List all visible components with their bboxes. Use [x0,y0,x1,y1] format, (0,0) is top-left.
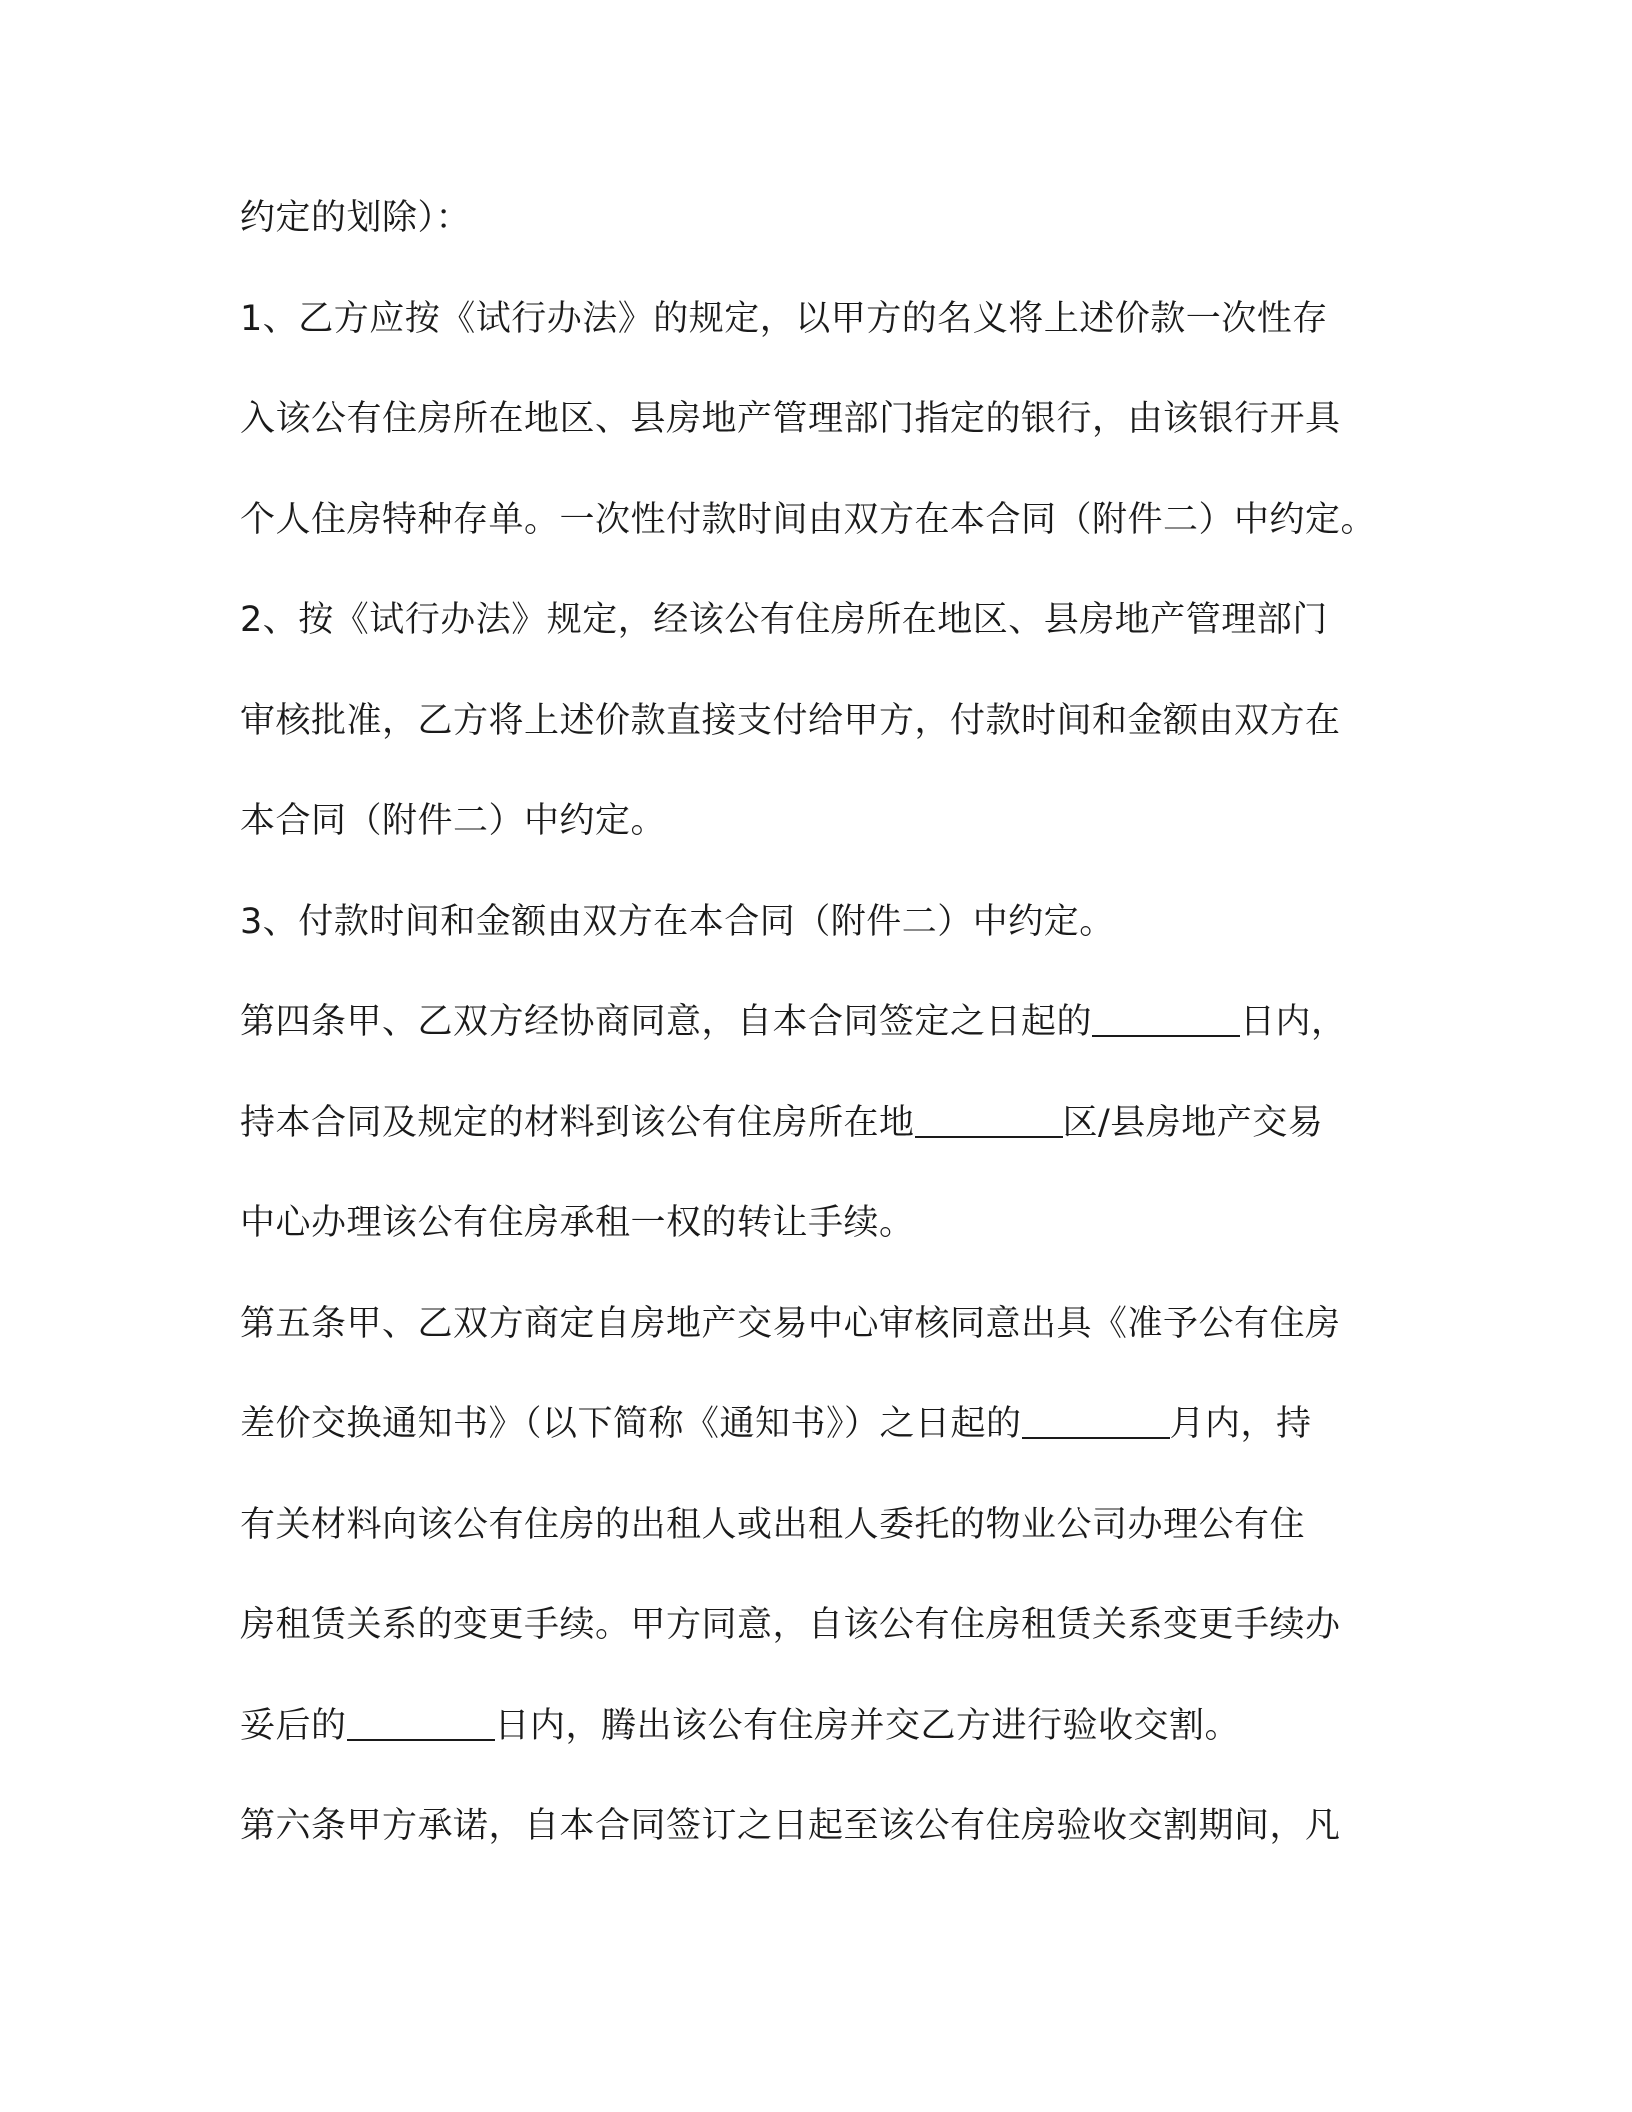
text-segment: 审核批准，乙方将上述价款直接支付给甲方，付款时间和金额由双方在 [240,700,1341,741]
text-line [240,688,1400,789]
text-segment: 中心办理该公有住房承租一权的转让手续。 [240,1203,915,1243]
text-segment: 第四条甲、乙双方经协商同意，自本合同签定之日起的 [240,1002,1093,1042]
text-line [240,1391,1400,1492]
text-segment: 差价交换通知书》（以下简称《通知书》）之日起的 [240,1404,1022,1444]
text-line [240,587,1400,688]
blank-fill-line [915,1096,1063,1138]
text-segment: 区/县房地产交易 [1062,1102,1324,1143]
text-line [240,1492,1400,1593]
text-segment: 日内， [1240,1002,1347,1042]
text-line [240,286,1400,387]
text-segment: 约定的划除）： [240,198,472,238]
text-line [240,1592,1400,1693]
text-segment: 1、乙方应按《试行办法》的规定，以甲方的名义将上述价款一次性存 [240,298,1328,339]
document-body [240,185,1400,1894]
text-segment: 第五条甲、乙双方商定自房地产交易中心审核同意出具《准予公有住房 [240,1303,1341,1344]
text-line [240,487,1400,588]
text-line [240,1693,1400,1794]
text-line [240,989,1400,1090]
blank-fill-line [347,1699,495,1741]
text-segment: 2、按《试行办法》规定，经该公有住房所在地区、县房地产管理部门 [240,600,1328,640]
text-line [240,185,1400,286]
text-segment: 有关材料向该公有住房的出租人或出租人委托的物业公司办理公有住 [240,1504,1306,1545]
text-segment: 日内，腾出该公有住房并交乙方进行验收交割。 [494,1705,1241,1746]
text-line [240,386,1400,487]
text-line [240,1190,1400,1291]
text-segment: 房租赁关系的变更手续。甲方同意，自该公有住房租赁关系变更手续办 [240,1605,1341,1645]
text-segment: 持本合同及规定的材料到该公有住房所在地 [240,1102,915,1143]
blank-fill-line [1092,995,1240,1037]
text-segment: 第六条甲方承诺，自本合同签订之日起至该公有住房验收交割期间，凡 [240,1806,1341,1846]
text-segment: 本合同（附件二）中约定。 [240,801,667,841]
text-line [240,788,1400,889]
text-segment: 3、付款时间和金额由双方在本合同（附件二）中约定。 [240,901,1115,942]
text-segment: 入该公有住房所在地区、县房地产管理部门指定的银行，由该银行开具 [240,399,1341,439]
text-line [240,889,1400,990]
text-segment: 妥后的 [240,1705,347,1746]
text-segment: 个人住房特种存单。一次性付款时间由双方在本合同（附件二）中约定。 [240,499,1377,540]
text-line [240,1291,1400,1392]
text-segment: 月内，持 [1169,1404,1312,1444]
text-line [240,1090,1400,1191]
blank-fill-line [1022,1397,1170,1439]
text-line [240,1793,1400,1894]
